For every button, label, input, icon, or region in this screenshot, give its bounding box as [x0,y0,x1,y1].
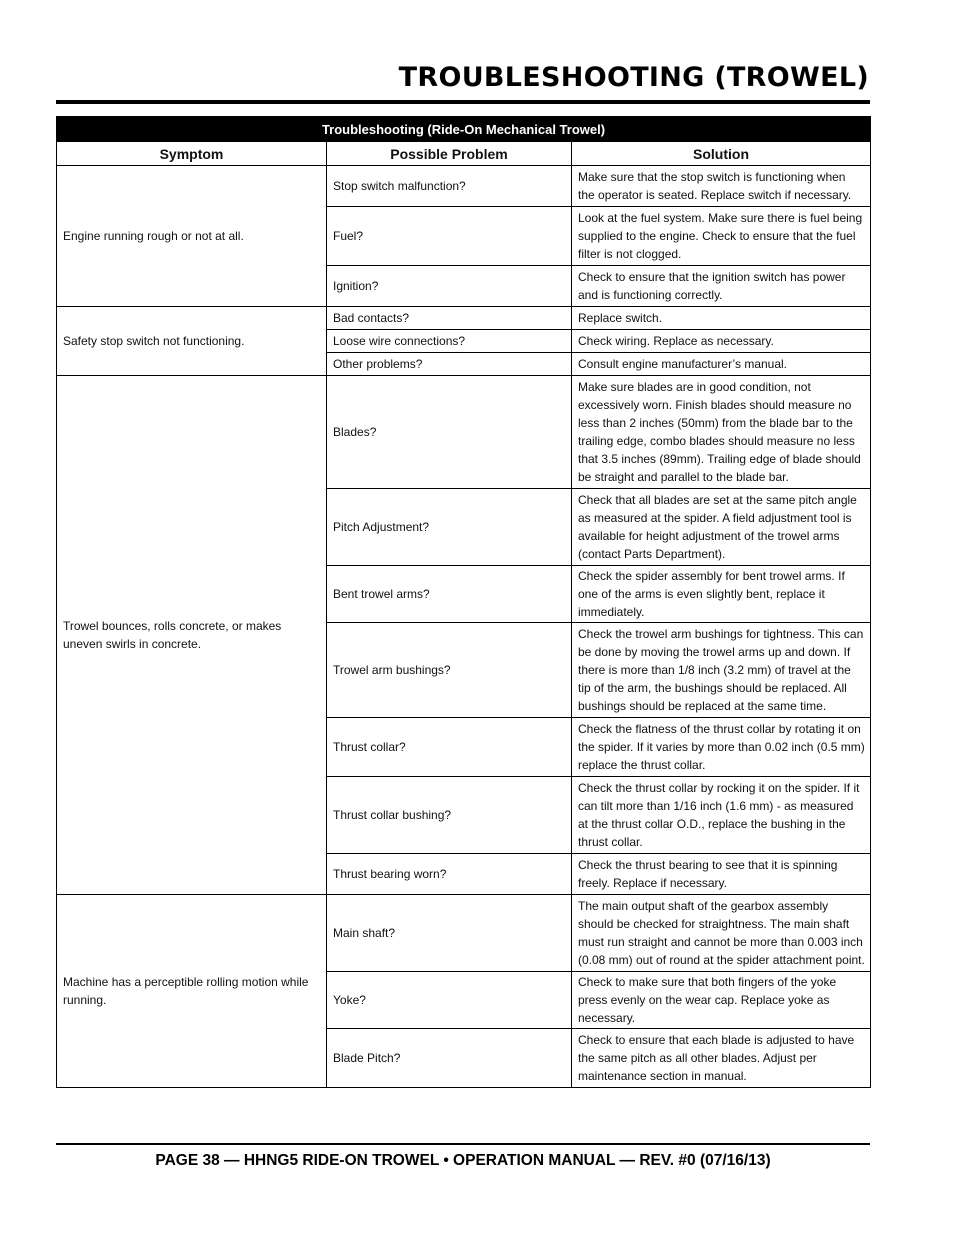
solution-cell: Check to ensure that each blade is adjusted to have the same pitch as all other blades. Adjust per maintenance section in manual. [572,1029,871,1088]
problem-cell: Thrust collar bushing? [327,777,572,854]
problem-cell: Ignition? [327,266,572,307]
solution-cell: Check the thrust bearing to see that it is spinning freely. Replace if necessary. [572,854,871,895]
problem-cell: Other problems? [327,353,572,376]
column-header-possible-problem: Possible Problem [327,142,572,166]
solution-cell: Check to make sure that both fingers of the yoke press evenly on the wear cap. Replace yoke as necessary. [572,972,871,1029]
solution-cell: Check that all blades are set at the same pitch angle as measured at the spider. A field adjustment tool is available for height adjustment of the trowel arms (contact Parts Department). [572,489,871,566]
solution-cell: Check the flatness of the thrust collar by rotating it on the spider. If it varies by more than 0.02 inch (0.5 mm) replace the thrust collar. [572,718,871,777]
solution-cell: Check to ensure that the ignition switch has power and is functioning correctly. [572,266,871,307]
problem-cell: Bent trowel arms? [327,566,572,623]
column-header-solution: Solution [572,142,871,166]
symptom-cell: Engine running rough or not at all. [57,166,327,307]
problem-cell: Stop switch malfunction? [327,166,572,207]
problem-cell: Trowel arm bushings? [327,623,572,718]
solution-cell: Make sure that the stop switch is functioning when the operator is seated. Replace switch if necessary. [572,166,871,207]
table-row [57,307,871,330]
solution-cell: Check the thrust collar by rocking it on the spider. If it can tilt more than 1/16 inch (1.6 mm) - as measured at the thrust collar O.D., replace the bushing in the thrust collar. [572,777,871,854]
column-header-symptom: Symptom [57,142,327,166]
solution-cell: The main output shaft of the gearbox assembly should be checked for straightness. The main shaft must run straight and cannot be more than 0.003 inch (0.08 mm) out of round at the spider attachment point. [572,895,871,972]
problem-cell: Blade Pitch? [327,1029,572,1088]
symptom-cell: Safety stop switch not functioning. [57,307,327,376]
table-row [57,895,871,972]
page-footer: PAGE 38 — HHNG5 RIDE-ON TROWEL • OPERATION MANUAL — REV. #0 (07/16/13) [155,1152,771,1169]
solution-cell: Replace switch. [572,307,871,330]
footer-rule [56,1143,870,1145]
table-caption: Troubleshooting (Ride-On Mechanical Trowel) [57,117,871,142]
symptom-cell: Trowel bounces, rolls concrete, or makes uneven swirls in concrete. [57,376,327,895]
problem-cell: Fuel? [327,207,572,266]
symptom-cell: Machine has a perceptible rolling motion while running. [57,895,327,1088]
solution-cell: Make sure blades are in good condition, not excessively worn. Finish blades should measure no less than 2 inches (50mm) from the blade bar to the trailing edge, combo blades should measure no less that 3.5 inches (89mm). Trailing edge of blade should be straight and parallel to the blade bar. [572,376,871,489]
page-title: TROUBLESHOOTING (TROWEL) [398,62,869,93]
problem-cell: Blades? [327,376,572,489]
problem-cell: Main shaft? [327,895,572,972]
table-row [57,166,871,207]
troubleshooting-table [56,116,871,1088]
problem-cell: Loose wire connections? [327,330,572,353]
problem-cell: Pitch Adjustment? [327,489,572,566]
solution-cell: Check wiring. Replace as necessary. [572,330,871,353]
problem-cell: Yoke? [327,972,572,1029]
solution-cell: Check the trowel arm bushings for tightness. This can be done by moving the trowel arms up and down. If there is more than 1/8 inch (3.2 mm) of travel at the tip of the arm, the bushings should be replaced. All bushings should be replaced at the same time. [572,623,871,718]
problem-cell: Thrust bearing worn? [327,854,572,895]
solution-cell: Look at the fuel system. Make sure there is fuel being supplied to the engine. Check to ensure that the fuel filter is not clogged. [572,207,871,266]
title-rule [56,100,870,104]
problem-cell: Bad contacts? [327,307,572,330]
table-row [57,376,871,489]
solution-cell: Check the spider assembly for bent trowel arms. If one of the arms is even slightly bent, replace it immediately. [572,566,871,623]
problem-cell: Thrust collar? [327,718,572,777]
solution-cell: Consult engine manufacturer’s manual. [572,353,871,376]
